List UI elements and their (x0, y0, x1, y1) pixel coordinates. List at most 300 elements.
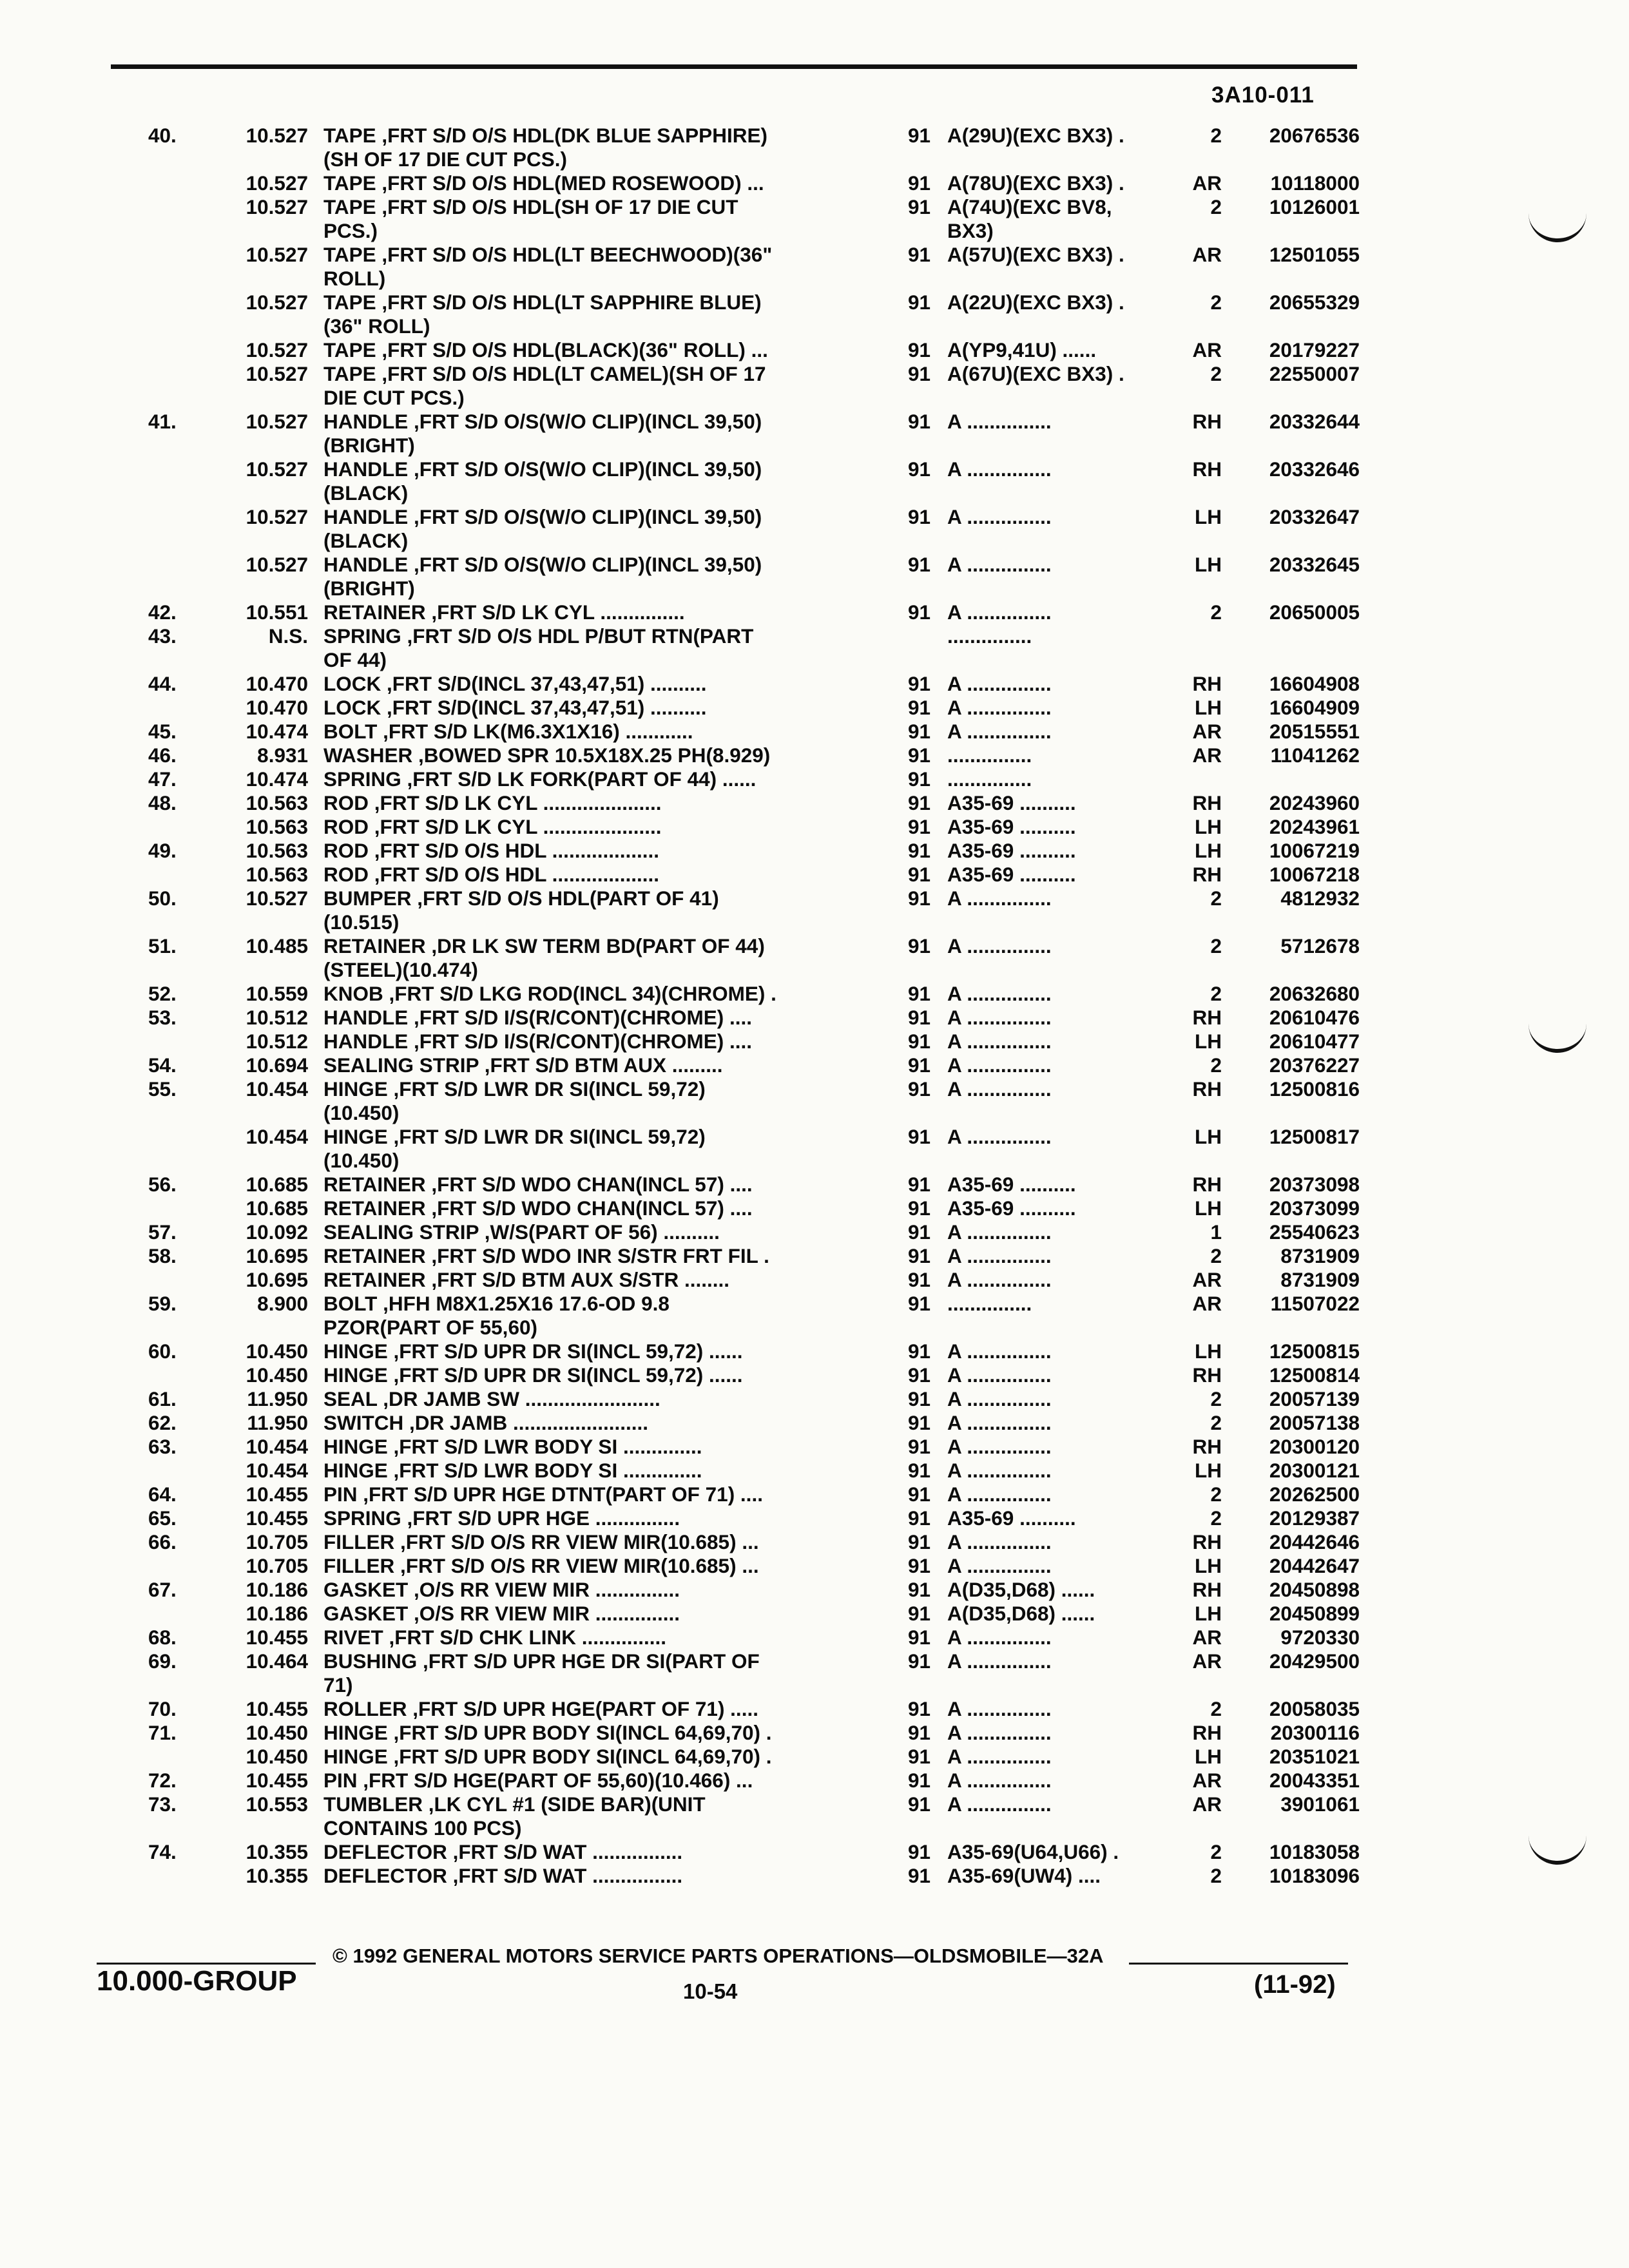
quantity: 2 (1210, 291, 1222, 314)
part-number: 10067218 (1269, 863, 1360, 886)
item-number: 42. (148, 601, 177, 624)
parts-row (0, 291, 1629, 314)
series-code: A ............... (947, 457, 1052, 481)
part-description: 71) (323, 1673, 353, 1696)
part-number: 20676536 (1269, 124, 1360, 147)
group-number: 11.950 (247, 1387, 308, 1410)
quantity: RH (1192, 672, 1222, 695)
quantity: LH (1195, 815, 1222, 838)
series-code: A ............... (947, 696, 1052, 719)
quantity: 2 (1210, 1864, 1222, 1887)
parts-row (0, 457, 1629, 481)
series-code: A ............... (947, 1483, 1052, 1506)
part-number: 25540623 (1269, 1220, 1360, 1244)
series-code: A(D35,D68) ...... (947, 1578, 1095, 1601)
parts-row (0, 314, 1629, 338)
part-description: (36" ROLL) (323, 314, 430, 338)
part-number: 20332645 (1269, 553, 1360, 576)
group-number: 10.695 (246, 1268, 308, 1291)
series-code: A ............... (947, 553, 1052, 576)
model-year: 91 (907, 1173, 930, 1196)
model-year: 91 (907, 839, 930, 862)
model-year: 91 (907, 1769, 930, 1792)
parts-row (0, 1268, 1629, 1292)
series-code: A ............... (947, 1363, 1052, 1387)
quantity: AR (1192, 1292, 1222, 1315)
parts-row (0, 1792, 1629, 1816)
group-number: 11.950 (247, 1411, 308, 1434)
quantity: LH (1195, 1745, 1222, 1768)
series-code: A ............... (947, 982, 1052, 1005)
parts-row (0, 1506, 1629, 1530)
parts-row (0, 696, 1629, 720)
series-code: A ............... (947, 1721, 1052, 1744)
group-number: 10.527 (246, 887, 308, 910)
group-number: 10.705 (246, 1530, 308, 1553)
series-code: A(57U)(EXC BX3) . (947, 243, 1124, 266)
part-number: 20650005 (1269, 601, 1360, 624)
series-code: A ............... (947, 1244, 1052, 1267)
parts-row (0, 863, 1629, 887)
part-description: (BRIGHT) (323, 434, 415, 457)
part-description: HANDLE ,FRT S/D O/S(W/O CLIP)(INCL 39,50) (323, 553, 762, 576)
parts-row (0, 1745, 1629, 1769)
part-description: HANDLE ,FRT S/D O/S(W/O CLIP)(INCL 39,50) (323, 457, 762, 481)
part-number: 20632680 (1269, 982, 1360, 1005)
model-year: 91 (907, 124, 930, 147)
group-number: 10.355 (246, 1840, 308, 1863)
series-code: A35-69 .......... (947, 839, 1076, 862)
group-number: 10.450 (246, 1745, 308, 1768)
parts-row (0, 982, 1629, 1006)
part-description: GASKET ,O/S RR VIEW MIR ............... (323, 1602, 680, 1625)
group-number: 10.527 (246, 362, 308, 385)
item-number: 61. (148, 1387, 177, 1410)
parts-row (0, 410, 1629, 434)
quantity: AR (1192, 1792, 1222, 1816)
revision-date: (11-92) (1254, 1970, 1336, 1999)
model-year: 91 (907, 1697, 930, 1720)
parts-row (0, 1626, 1629, 1649)
item-number: 73. (148, 1792, 177, 1816)
group-number: 10.474 (246, 720, 308, 743)
parts-row (0, 1721, 1629, 1745)
part-description: SPRING ,FRT S/D UPR HGE ............... (323, 1506, 680, 1530)
part-number: 20351021 (1269, 1745, 1360, 1768)
part-number: 22550007 (1269, 362, 1360, 385)
group-number: 10.186 (246, 1578, 308, 1601)
group-number: 10.563 (246, 863, 308, 886)
model-year: 91 (907, 410, 930, 433)
part-description: HINGE ,FRT S/D LWR BODY SI .............. (323, 1435, 702, 1458)
part-number: 8731909 (1280, 1244, 1360, 1267)
group-number: 10.527 (246, 410, 308, 433)
model-year: 91 (907, 338, 930, 361)
top-rule (111, 64, 1357, 69)
series-code: A(67U)(EXC BX3) . (947, 362, 1124, 385)
parts-list (0, 124, 1629, 1888)
quantity: 2 (1210, 982, 1222, 1005)
group-number: 10.527 (246, 291, 308, 314)
quantity: RH (1192, 1077, 1222, 1100)
series-code: A ............... (947, 1745, 1052, 1768)
part-description: TAPE ,FRT S/D O/S HDL(SH OF 17 DIE CUT (323, 195, 738, 218)
parts-row (0, 1220, 1629, 1244)
part-description: DEFLECTOR ,FRT S/D WAT ................ (323, 1840, 683, 1863)
group-number: 10.527 (246, 457, 308, 481)
item-number: 63. (148, 1435, 177, 1458)
parts-row (0, 934, 1629, 958)
group-number: 8.931 (257, 744, 308, 767)
group-number: 10.553 (246, 1792, 308, 1816)
part-number: 20057139 (1269, 1387, 1360, 1410)
group-number: 10.454 (246, 1435, 308, 1458)
parts-row (0, 553, 1629, 577)
part-description: ROD ,FRT S/D LK CYL ..................... (323, 815, 662, 838)
part-description: TAPE ,FRT S/D O/S HDL(LT BEECHWOOD)(36" (323, 243, 773, 266)
group-number: 10.455 (246, 1697, 308, 1720)
parts-row (0, 219, 1629, 243)
group-number: 10.705 (246, 1554, 308, 1577)
quantity: 2 (1210, 1053, 1222, 1077)
part-number: 20179227 (1269, 338, 1360, 361)
part-number: 20332647 (1269, 505, 1360, 528)
parts-row (0, 1459, 1629, 1483)
series-code: A35-69 .......... (947, 815, 1076, 838)
parts-row (0, 1173, 1629, 1196)
item-number: 52. (148, 982, 177, 1005)
group-number: 10.450 (246, 1340, 308, 1363)
parts-row (0, 815, 1629, 839)
item-number: 72. (148, 1769, 177, 1792)
series-code: A35-69 .......... (947, 1173, 1076, 1196)
parts-row (0, 529, 1629, 553)
group-number: 10.527 (246, 505, 308, 528)
quantity: AR (1192, 171, 1222, 195)
part-number: 10183096 (1269, 1864, 1360, 1887)
series-code: A ............... (947, 410, 1052, 433)
group-number: 10.464 (246, 1649, 308, 1673)
group-number: 10.512 (246, 1030, 308, 1053)
model-year: 91 (907, 1530, 930, 1553)
series-code: A ............... (947, 1053, 1052, 1077)
parts-row (0, 243, 1629, 267)
series-code: ............... (947, 767, 1032, 791)
part-description: (BRIGHT) (323, 577, 415, 600)
part-description: (10.515) (323, 910, 400, 934)
parts-row (0, 887, 1629, 910)
model-year: 91 (907, 505, 930, 528)
parts-row (0, 577, 1629, 601)
quantity: 2 (1210, 1697, 1222, 1720)
model-year: 91 (907, 1459, 930, 1482)
model-year: 91 (907, 457, 930, 481)
part-description: LOCK ,FRT S/D(INCL 37,43,47,51) .......... (323, 696, 707, 719)
series-code: A ............... (947, 1530, 1052, 1553)
part-description: WASHER ,BOWED SPR 10.5X18X.25 PH(8.929) (323, 744, 771, 767)
part-number: 20262500 (1269, 1483, 1360, 1506)
item-number: 48. (148, 791, 177, 814)
item-number: 49. (148, 839, 177, 862)
quantity: LH (1195, 696, 1222, 719)
item-number: 71. (148, 1721, 177, 1744)
part-description: (BLACK) (323, 481, 409, 505)
group-number: 10.527 (246, 338, 308, 361)
parts-row (0, 1697, 1629, 1721)
parts-row (0, 1292, 1629, 1316)
part-number: 20300116 (1270, 1721, 1360, 1744)
parts-row (0, 1840, 1629, 1864)
series-code: A ............... (947, 1411, 1052, 1434)
quantity: LH (1195, 1459, 1222, 1482)
series-code: A ............... (947, 720, 1052, 743)
parts-row (0, 601, 1629, 624)
part-description: HINGE ,FRT S/D LWR DR SI(INCL 59,72) (323, 1125, 706, 1148)
quantity: 2 (1210, 1244, 1222, 1267)
part-description: (10.450) (323, 1101, 400, 1124)
part-description: SEAL ,DR JAMB SW ........................ (323, 1387, 660, 1410)
part-description: TAPE ,FRT S/D O/S HDL(LT SAPPHIRE BLUE) (323, 291, 762, 314)
part-description: PCS.) (323, 219, 378, 242)
parts-row (0, 791, 1629, 815)
group-number: 10.485 (246, 934, 308, 957)
quantity: LH (1195, 1340, 1222, 1363)
part-description: ROLLER ,FRT S/D UPR HGE(PART OF 71) ..... (323, 1697, 758, 1720)
quantity: 2 (1210, 195, 1222, 218)
quantity: AR (1192, 1268, 1222, 1291)
part-description: HANDLE ,FRT S/D I/S(R/CONT)(CHROME) .... (323, 1006, 752, 1029)
model-year: 91 (907, 1220, 930, 1244)
group-number: 10.527 (246, 195, 308, 218)
part-description: (BLACK) (323, 529, 409, 552)
parts-row (0, 1673, 1629, 1697)
model-year: 91 (907, 1363, 930, 1387)
parts-row (0, 195, 1629, 219)
item-number: 47. (148, 767, 177, 791)
quantity: LH (1195, 839, 1222, 862)
part-description: GASKET ,O/S RR VIEW MIR ............... (323, 1578, 680, 1601)
part-description: ROD ,FRT S/D O/S HDL ................... (323, 839, 659, 862)
part-number: 20300121 (1269, 1459, 1360, 1482)
model-year: 91 (907, 815, 930, 838)
parts-row (0, 1030, 1629, 1053)
part-description: RETAINER ,FRT S/D WDO CHAN(INCL 57) .... (323, 1173, 753, 1196)
part-number: 16604908 (1269, 672, 1360, 695)
model-year: 91 (907, 1483, 930, 1506)
group-number: 10.527 (246, 124, 308, 147)
series-code: A ............... (947, 1387, 1052, 1410)
model-year: 91 (907, 1721, 930, 1744)
model-year: 91 (907, 1745, 930, 1768)
part-number: 11507022 (1270, 1292, 1360, 1315)
item-number: 46. (148, 744, 177, 767)
quantity: AR (1192, 338, 1222, 361)
part-number: 10183058 (1269, 1840, 1360, 1863)
part-description: PIN ,FRT S/D UPR HGE DTNT(PART OF 71) .... (323, 1483, 763, 1506)
group-number: 10.695 (246, 1244, 308, 1267)
quantity: RH (1192, 1530, 1222, 1553)
quantity: LH (1195, 553, 1222, 576)
series-code: A35-69 .......... (947, 863, 1076, 886)
part-number: 10126001 (1269, 195, 1360, 218)
part-description: TAPE ,FRT S/D O/S HDL(MED ROSEWOOD) ... (323, 171, 764, 195)
series-code: A ............... (947, 672, 1052, 695)
quantity: LH (1195, 1125, 1222, 1148)
quantity: 2 (1210, 1387, 1222, 1410)
part-description: HINGE ,FRT S/D UPR DR SI(INCL 59,72) ...... (323, 1340, 743, 1363)
group-label: 10.000-GROUP (97, 1965, 297, 1997)
part-description: DEFLECTOR ,FRT S/D WAT ................ (323, 1864, 683, 1887)
parts-row (0, 1316, 1629, 1340)
part-description: BUSHING ,FRT S/D UPR HGE DR SI(PART OF (323, 1649, 760, 1673)
group-number: 10.512 (246, 1006, 308, 1029)
model-year: 91 (907, 1387, 930, 1410)
item-number: 67. (148, 1578, 177, 1601)
series-code: A ............... (947, 1077, 1052, 1100)
series-code: A ............... (947, 1769, 1052, 1792)
parts-row (0, 1435, 1629, 1459)
parts-row (0, 624, 1629, 648)
item-number: 55. (148, 1077, 177, 1100)
quantity: 2 (1210, 601, 1222, 624)
group-number: 10.527 (246, 243, 308, 266)
parts-row (0, 1387, 1629, 1411)
quantity: AR (1192, 243, 1222, 266)
part-description: KNOB ,FRT S/D LKG ROD(INCL 34)(CHROME) . (323, 982, 776, 1005)
parts-row (0, 1363, 1629, 1387)
parts-row (0, 1196, 1629, 1220)
series-code: A ............... (947, 1220, 1052, 1244)
item-number: 58. (148, 1244, 177, 1267)
footer-rule-right (1129, 1963, 1348, 1965)
part-number: 20243961 (1269, 815, 1360, 838)
model-year: 91 (907, 553, 930, 576)
model-year: 91 (907, 1602, 930, 1625)
model-year: 91 (907, 1268, 930, 1291)
model-year: 91 (907, 1340, 930, 1363)
quantity: RH (1192, 1578, 1222, 1601)
series-code: A ............... (947, 1006, 1052, 1029)
series-code: A(YP9,41U) ...... (947, 338, 1097, 361)
quantity: 2 (1210, 362, 1222, 385)
part-number: 20129387 (1269, 1506, 1360, 1530)
parts-row (0, 1769, 1629, 1792)
series-code: A ............... (947, 1435, 1052, 1458)
part-description: HINGE ,FRT S/D LWR BODY SI .............. (323, 1459, 702, 1482)
footer-rule-left (97, 1963, 316, 1965)
group-number: 10.470 (246, 696, 308, 719)
series-code: A(78U)(EXC BX3) . (947, 171, 1124, 195)
part-description: LOCK ,FRT S/D(INCL 37,43,47,51) .......... (323, 672, 707, 695)
model-year: 91 (907, 1006, 930, 1029)
series-code: A35-69 .......... (947, 791, 1076, 814)
item-number: 41. (148, 410, 177, 433)
parts-row (0, 338, 1629, 362)
part-description: SPRING ,FRT S/D LK FORK(PART OF 44) ...... (323, 767, 757, 791)
part-number: 5712678 (1280, 934, 1360, 957)
part-number: 20243960 (1269, 791, 1360, 814)
parts-row (0, 1864, 1629, 1888)
part-number: 12500815 (1269, 1340, 1360, 1363)
quantity: RH (1192, 457, 1222, 481)
model-year: 91 (907, 362, 930, 385)
part-number: 20058035 (1269, 1697, 1360, 1720)
series-code: A(29U)(EXC BX3) . (947, 124, 1124, 147)
parts-row (0, 1816, 1629, 1840)
parts-row (0, 648, 1629, 672)
parts-row (0, 148, 1629, 171)
series-code: A35-69(UW4) .... (947, 1864, 1101, 1887)
part-description: TAPE ,FRT S/D O/S HDL(LT CAMEL)(SH OF 17 (323, 362, 766, 385)
part-number: 9720330 (1280, 1626, 1360, 1649)
part-description: HANDLE ,FRT S/D O/S(W/O CLIP)(INCL 39,50) (323, 505, 762, 528)
series-code: A ............... (947, 887, 1052, 910)
quantity: LH (1195, 1554, 1222, 1577)
parts-row (0, 958, 1629, 982)
part-number: 20300120 (1269, 1435, 1360, 1458)
parts-row (0, 910, 1629, 934)
quantity: 2 (1210, 1483, 1222, 1506)
quantity: LH (1195, 505, 1222, 528)
part-number: 20450899 (1269, 1602, 1360, 1625)
item-number: 74. (148, 1840, 177, 1863)
part-description: HANDLE ,FRT S/D O/S(W/O CLIP)(INCL 39,50) (323, 410, 762, 433)
part-description: BOLT ,HFH M8X1.25X16 17.6-OD 9.8 (323, 1292, 670, 1315)
quantity: RH (1192, 1173, 1222, 1196)
part-description: RETAINER ,FRT S/D WDO CHAN(INCL 57) .... (323, 1196, 753, 1220)
part-description: TUMBLER ,LK CYL #1 (SIDE BAR)(UNIT (323, 1792, 706, 1816)
model-year: 91 (907, 1649, 930, 1673)
part-description: BOLT ,FRT S/D LK(M6.3X1X16) ............ (323, 720, 693, 743)
page-code: 3A10-011 (1211, 82, 1315, 108)
series-code: A ............... (947, 1268, 1052, 1291)
model-year: 91 (907, 1292, 930, 1315)
model-year: 91 (907, 1626, 930, 1649)
part-number: 20610477 (1269, 1030, 1360, 1053)
parts-row (0, 386, 1629, 410)
model-year: 91 (907, 982, 930, 1005)
quantity: 2 (1210, 1840, 1222, 1863)
group-number: 10.474 (246, 767, 308, 791)
part-number: 20442646 (1269, 1530, 1360, 1553)
model-year: 91 (907, 791, 930, 814)
series-code: BX3) (947, 219, 994, 242)
group-number: 10.455 (246, 1626, 308, 1649)
series-code: A ............... (947, 1459, 1052, 1482)
model-year: 91 (907, 171, 930, 195)
part-description: HINGE ,FRT S/D UPR DR SI(INCL 59,72) ...... (323, 1363, 743, 1387)
parts-row (0, 171, 1629, 195)
page-number: 10-54 (683, 1979, 738, 2003)
quantity: LH (1195, 1196, 1222, 1220)
part-number: 16604909 (1269, 696, 1360, 719)
group-number: 10.563 (246, 815, 308, 838)
model-year: 91 (907, 1554, 930, 1577)
model-year: 91 (907, 1840, 930, 1863)
parts-row (0, 1053, 1629, 1077)
model-year: 91 (907, 863, 930, 886)
group-number: 10.563 (246, 839, 308, 862)
part-description: FILLER ,FRT S/D O/S RR VIEW MIR(10.685) ... (323, 1554, 759, 1577)
part-number: 12501055 (1269, 243, 1360, 266)
item-number: 68. (148, 1626, 177, 1649)
part-description: RETAINER ,FRT S/D WDO INR S/STR FRT FIL . (323, 1244, 769, 1267)
quantity: RH (1192, 1006, 1222, 1029)
part-number: 20376227 (1269, 1053, 1360, 1077)
quantity: 1 (1210, 1220, 1222, 1244)
parts-row (0, 839, 1629, 863)
parts-row (0, 1411, 1629, 1435)
